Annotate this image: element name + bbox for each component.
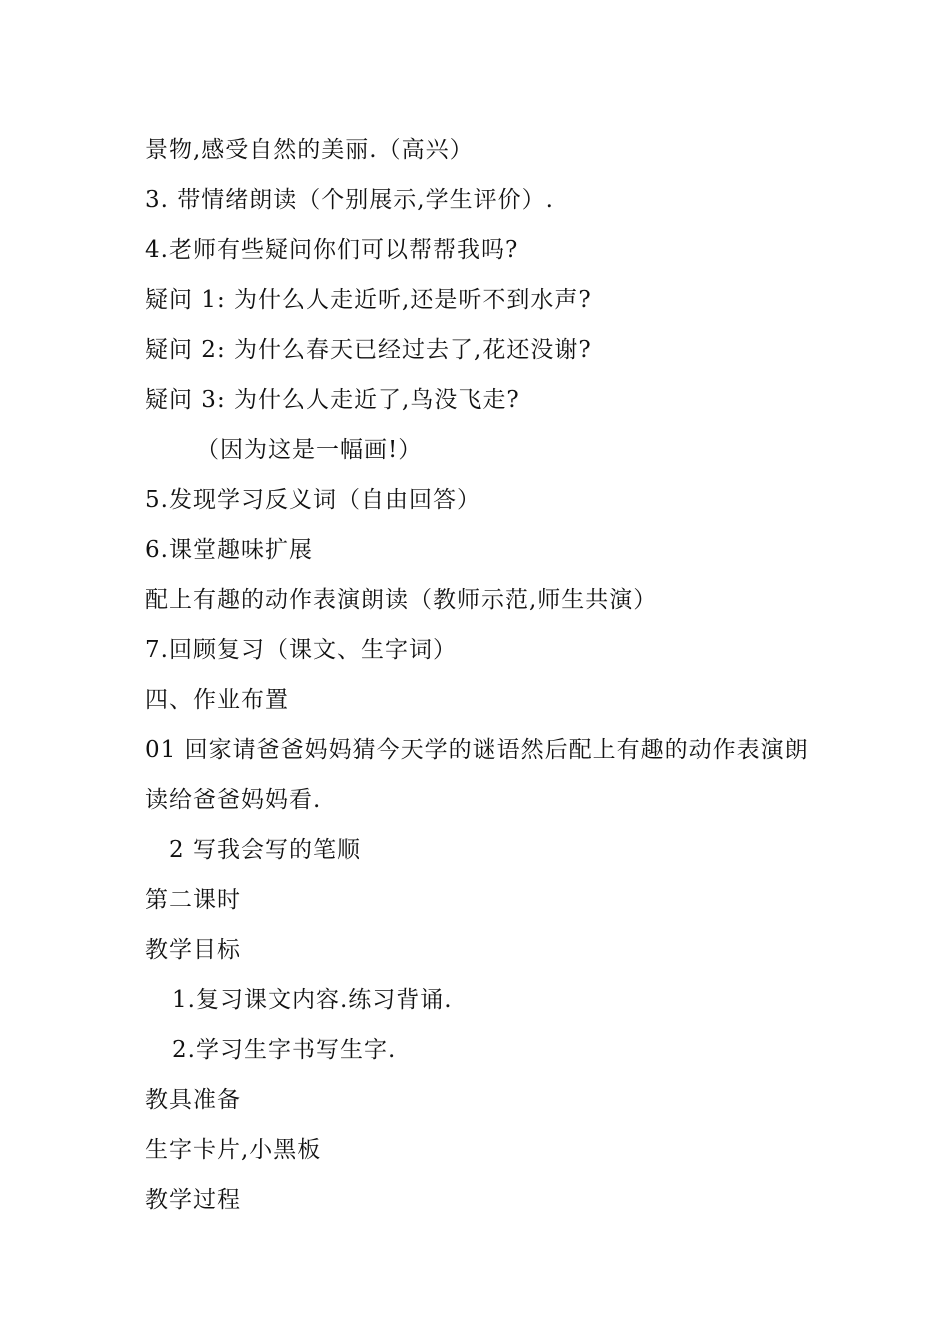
text-line bbox=[172, 984, 453, 1016]
item-number: 1. bbox=[172, 987, 196, 1013]
text-line bbox=[145, 534, 313, 566]
item-number: 7. bbox=[145, 637, 169, 663]
line-text: 疑问 3: 为什么人走近了,鸟没飞走? bbox=[145, 387, 520, 413]
line-text: 学习生字书写生字. bbox=[195, 1037, 397, 1063]
line-text: 四、作业布置 bbox=[145, 687, 289, 713]
line-text: 教学过程 bbox=[145, 1187, 241, 1213]
item-number: 2. bbox=[172, 1037, 196, 1063]
line-text: 复习课文内容.练习背诵. bbox=[195, 987, 453, 1013]
section-heading bbox=[145, 1084, 241, 1116]
line-text: 配上有趣的动作表演朗读（教师示范,师生共演） bbox=[145, 587, 658, 613]
text-line bbox=[145, 484, 481, 516]
section-heading bbox=[145, 1184, 241, 1216]
text-line bbox=[145, 334, 592, 366]
line-text: 教具准备 bbox=[145, 1087, 241, 1113]
line-text: 3. 带情绪朗读（个别展示,学生评价）. bbox=[145, 187, 554, 213]
text-line bbox=[145, 734, 809, 766]
line-text: 第二课时 bbox=[145, 887, 241, 913]
section-heading bbox=[145, 884, 241, 916]
text-line bbox=[145, 784, 321, 816]
section-heading bbox=[145, 934, 241, 966]
line-text: 生字卡片,小黑板 bbox=[145, 1137, 322, 1163]
text-line bbox=[145, 284, 592, 316]
line-text: 疑问 1: 为什么人走近听,还是听不到水声? bbox=[145, 287, 592, 313]
text-line bbox=[145, 234, 518, 266]
line-text: 景物,感受自然的美丽.（高兴） bbox=[145, 137, 474, 163]
text-line bbox=[145, 184, 554, 216]
line-text: 回顾复习（课文、生字词） bbox=[168, 637, 457, 663]
item-number: 6. bbox=[145, 537, 169, 563]
line-text: 疑问 2: 为什么春天已经过去了,花还没谢? bbox=[145, 337, 592, 363]
text-line bbox=[196, 434, 422, 466]
text-line bbox=[172, 1034, 396, 1066]
line-text: 4.老师有些疑问你们可以帮帮我吗? bbox=[145, 237, 519, 263]
text-line bbox=[169, 834, 361, 866]
line-text: 01 回家请爸爸妈妈猜今天学的谜语然后配上有趣的动作表演朗 bbox=[145, 737, 809, 763]
line-text: 2 写我会写的笔顺 bbox=[169, 837, 361, 863]
text-line bbox=[145, 134, 474, 166]
line-text: 读给爸爸妈妈看. bbox=[145, 787, 322, 813]
line-text: 教学目标 bbox=[145, 937, 241, 963]
text-line bbox=[145, 384, 520, 416]
text-line bbox=[145, 1134, 321, 1166]
line-text: 课堂趣味扩展 bbox=[168, 537, 313, 563]
section-heading bbox=[145, 684, 289, 716]
text-line bbox=[145, 634, 457, 666]
line-text: 5.发现学习反义词（自由回答） bbox=[145, 487, 481, 513]
line-text: （因为这是一幅画!） bbox=[196, 437, 423, 463]
text-line bbox=[145, 584, 657, 616]
